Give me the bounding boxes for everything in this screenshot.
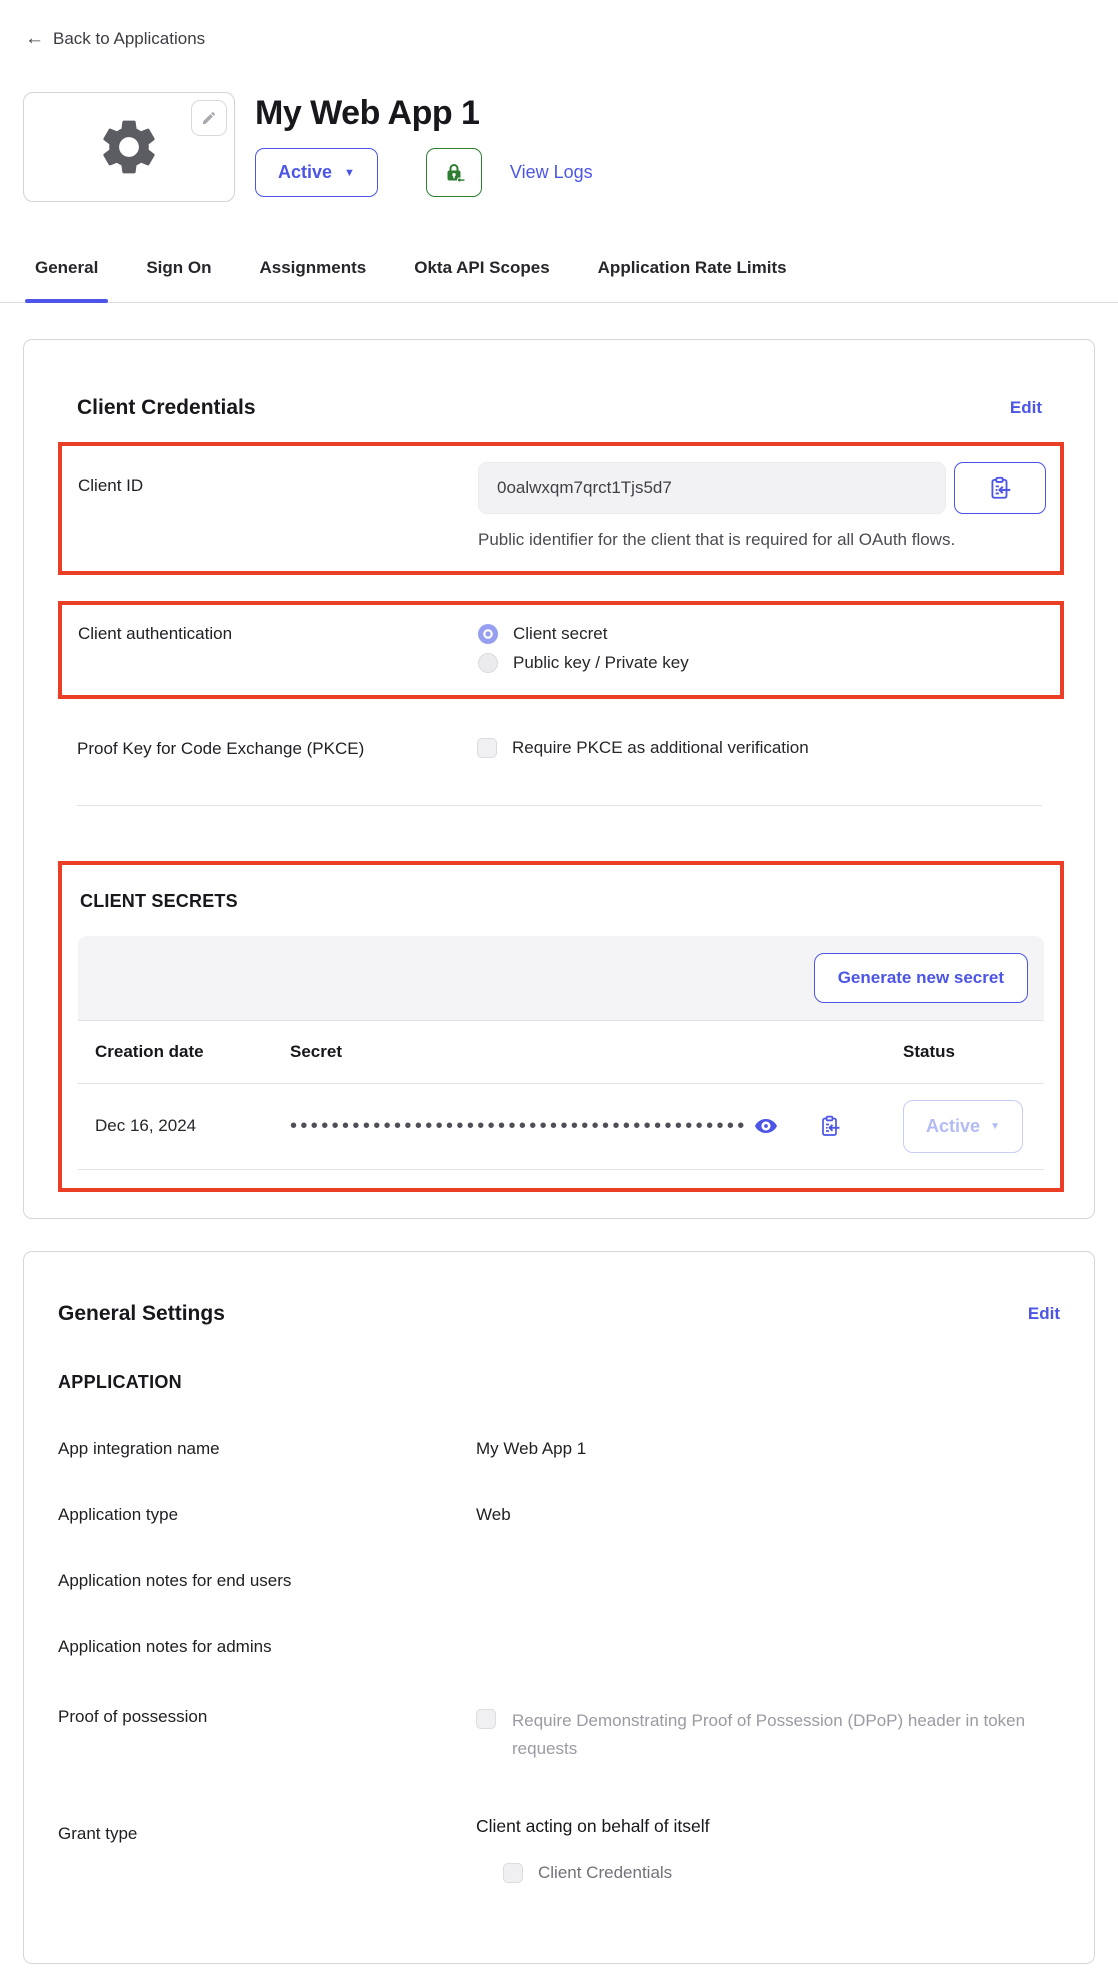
client-credentials-title: Client Credentials bbox=[77, 396, 256, 419]
copy-client-id-button[interactable] bbox=[954, 462, 1046, 514]
back-to-applications-label: Back to Applications bbox=[53, 29, 206, 48]
checkbox-unchecked-icon[interactable] bbox=[477, 738, 497, 758]
secret-status-dropdown bbox=[903, 1100, 1023, 1153]
page-title: My Web App 1 bbox=[255, 94, 480, 132]
lock-key-icon bbox=[442, 161, 466, 185]
annotation-box-client-authentication bbox=[58, 601, 1064, 699]
tab-application-rate-limits[interactable]: Application Rate Limits bbox=[597, 258, 787, 277]
client-secrets-toolbar bbox=[78, 936, 1044, 1020]
client-credentials-header bbox=[58, 396, 1064, 420]
general-settings-card bbox=[23, 1251, 1095, 1965]
general-settings-title: General Settings bbox=[58, 1301, 225, 1325]
copy-to-clipboard-icon bbox=[818, 1114, 842, 1138]
app-notes-end-users-label: Application notes for end users bbox=[58, 1570, 292, 1590]
application-section-title: APPLICATION bbox=[58, 1371, 182, 1392]
client-secret-option-label: Client secret bbox=[513, 623, 608, 643]
general-settings-edit-link[interactable]: Edit bbox=[1027, 1303, 1060, 1323]
copy-secret-button[interactable] bbox=[818, 1114, 842, 1138]
grant-type-value-group bbox=[476, 1816, 709, 1883]
section-divider bbox=[77, 805, 1042, 806]
general-settings-header bbox=[58, 1302, 1060, 1326]
public-private-key-option-label: Public key / Private key bbox=[513, 652, 689, 672]
app-notes-end-users-row bbox=[58, 1571, 1060, 1591]
grant-type-value: Client acting on behalf of itself bbox=[476, 1816, 710, 1837]
creation-date-column-header: Creation date bbox=[78, 1020, 273, 1083]
generate-new-secret-button[interactable]: Generate new secret bbox=[814, 953, 1028, 1003]
client-authentication-options bbox=[478, 621, 689, 673]
tab-general[interactable]: General bbox=[25, 258, 108, 302]
masked-secret-value: •••••••••••••••••••••••••••••••••••••••••••• bbox=[290, 1116, 748, 1137]
pkce-row bbox=[58, 737, 1064, 759]
app-header-actions bbox=[255, 148, 593, 197]
tab-assignments[interactable]: Assignments bbox=[259, 258, 367, 277]
app-integration-name-value: My Web App 1 bbox=[476, 1438, 587, 1458]
status-column-header: Status bbox=[886, 1020, 1044, 1083]
copy-to-clipboard-icon bbox=[987, 475, 1013, 501]
edit-logo-button[interactable] bbox=[191, 100, 227, 136]
chevron-down-icon: ▼ bbox=[990, 1120, 1000, 1132]
app-status-dropdown[interactable] bbox=[255, 148, 378, 197]
app-notes-admins-label: Application notes for admins bbox=[58, 1636, 272, 1656]
annotation-box-client-secrets bbox=[58, 861, 1064, 1192]
pkce-label: Proof Key for Code Exchange (PKCE) bbox=[77, 738, 365, 758]
proof-of-possession-label: Proof of possession bbox=[58, 1706, 208, 1726]
secret-creation-date: Dec 16, 2024 bbox=[78, 1083, 273, 1169]
checkbox-unchecked-icon[interactable] bbox=[503, 1863, 523, 1883]
client-authentication-row bbox=[78, 621, 1044, 673]
app-logo-card bbox=[23, 92, 235, 202]
back-row bbox=[0, 0, 1118, 50]
client-secret-option[interactable] bbox=[478, 624, 689, 644]
client-id-row bbox=[78, 462, 1044, 555]
app-integration-name-label: App integration name bbox=[58, 1438, 220, 1458]
radio-unselected-icon[interactable] bbox=[478, 653, 498, 673]
client-id-help-text: Public identifier for the client that is required for all OAuth flows. bbox=[478, 530, 956, 549]
annotation-box-client-id bbox=[58, 442, 1064, 575]
application-type-value: Web bbox=[476, 1504, 511, 1524]
dpop-checkbox-label: Require Demonstrating Proof of Possession (DPoP) header in token requests bbox=[512, 1710, 1026, 1759]
reveal-secret-button[interactable] bbox=[754, 1114, 778, 1138]
dpop-checkbox-option bbox=[476, 1707, 1036, 1765]
client-secrets-table bbox=[78, 1020, 1044, 1170]
secret-cell bbox=[290, 1114, 886, 1138]
pkce-checkbox-label: Require PKCE as additional verification bbox=[512, 737, 809, 757]
app-lock-button[interactable] bbox=[426, 148, 482, 197]
pencil-icon bbox=[201, 110, 217, 126]
application-type-label: Application type bbox=[58, 1504, 179, 1524]
public-private-key-option[interactable] bbox=[478, 653, 689, 673]
client-id-label: Client ID bbox=[78, 476, 144, 495]
checkbox-unchecked-disabled-icon bbox=[476, 1709, 496, 1729]
client-credentials-checkbox-label: Client Credentials bbox=[538, 1863, 673, 1883]
view-logs-link[interactable]: View Logs bbox=[509, 162, 593, 182]
eye-icon bbox=[754, 1114, 778, 1138]
grant-type-label: Grant type bbox=[58, 1824, 138, 1844]
app-integration-name-row bbox=[58, 1439, 1060, 1459]
client-secrets-title: CLIENT SECRETS bbox=[80, 890, 238, 911]
client-credentials-edit-link[interactable]: Edit bbox=[1009, 398, 1042, 417]
gear-icon bbox=[96, 114, 162, 180]
chevron-down-icon: ▼ bbox=[344, 166, 355, 179]
app-header-info bbox=[255, 92, 593, 197]
app-notes-admins-row bbox=[58, 1637, 1060, 1657]
pkce-checkbox-option[interactable] bbox=[477, 737, 809, 759]
back-to-applications-link[interactable] bbox=[25, 28, 205, 50]
client-authentication-label: Client authentication bbox=[78, 623, 233, 643]
client-id-value-field[interactable]: 0oalwxqm7qrct1Tjs5d7 bbox=[478, 462, 946, 514]
client-credentials-card bbox=[23, 339, 1095, 1219]
application-type-row bbox=[58, 1505, 1060, 1525]
grant-type-row bbox=[58, 1816, 1060, 1883]
proof-of-possession-row bbox=[58, 1707, 1060, 1765]
tab-okta-api-scopes[interactable]: Okta API Scopes bbox=[414, 258, 550, 277]
app-status-label: Active bbox=[278, 162, 333, 182]
table-row bbox=[78, 1083, 1044, 1169]
client-credentials-checkbox-option[interactable] bbox=[503, 1863, 709, 1883]
table-header-row bbox=[78, 1020, 1044, 1083]
tab-sign-on[interactable]: Sign On bbox=[146, 258, 212, 277]
secret-status-label: Active bbox=[926, 1115, 981, 1136]
secret-column-header: Secret bbox=[273, 1020, 886, 1083]
tab-bar bbox=[0, 258, 1118, 303]
back-arrow-icon: ← bbox=[25, 28, 44, 49]
client-id-field-group bbox=[478, 462, 1046, 555]
app-header bbox=[23, 92, 1118, 202]
radio-selected-icon[interactable] bbox=[478, 624, 498, 644]
